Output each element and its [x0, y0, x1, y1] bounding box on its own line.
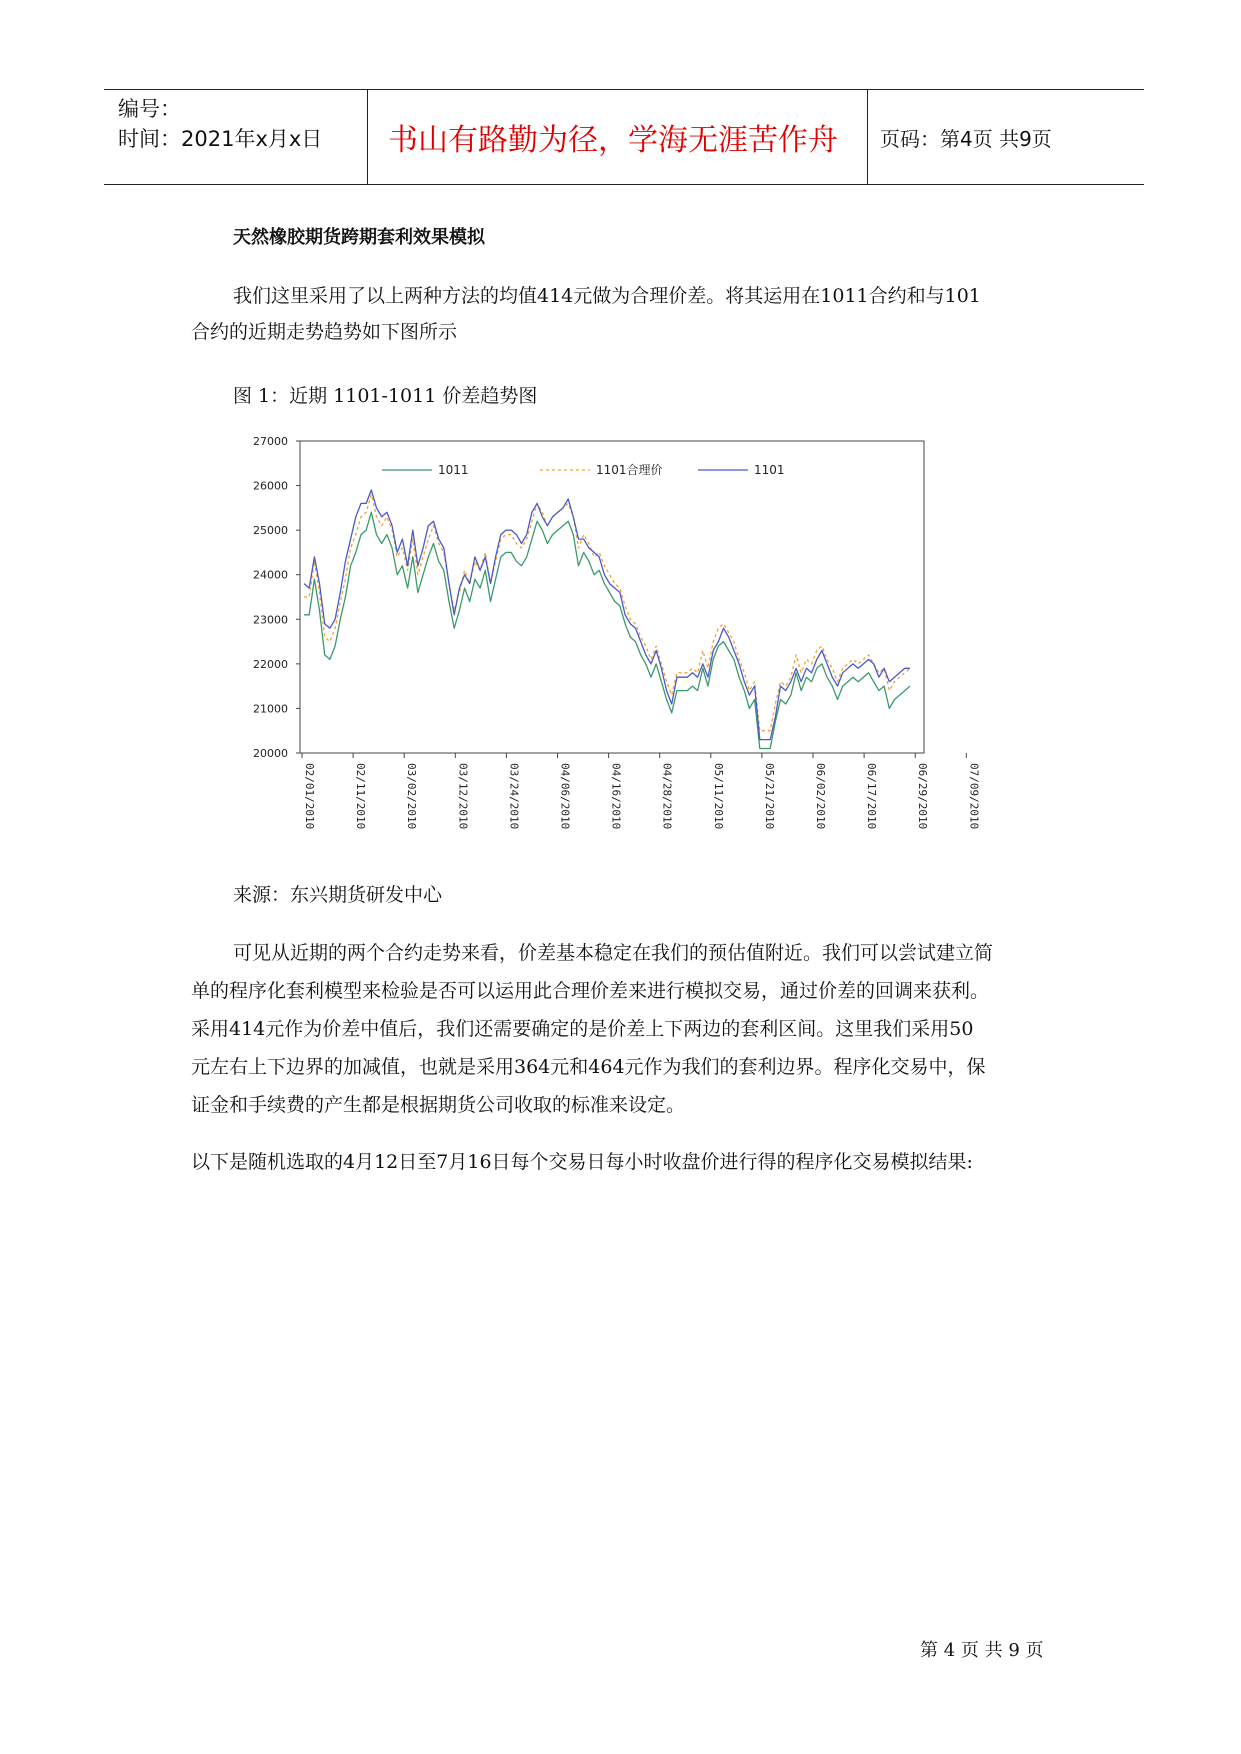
- x-tick-label: 06/29/2010: [916, 763, 930, 830]
- document-header: [104, 89, 1144, 185]
- header-meta: [118, 94, 322, 154]
- header-motto: 书山有路勤为径，学海无涯苦作舟: [388, 123, 838, 158]
- y-tick-label: 25000: [253, 524, 288, 538]
- y-tick-label: 20000: [253, 747, 288, 760]
- legend-label: 1101: [754, 463, 785, 477]
- body-line: 证金和手续费的产生都是根据期货公司收取的标准来设定。: [191, 1094, 686, 1116]
- x-tick-label: 03/02/2010: [405, 763, 419, 830]
- x-tick-label: 05/21/2010: [762, 763, 776, 830]
- chart-source: 来源：东兴期货研发中心: [233, 884, 443, 906]
- legend-label: 1011: [438, 463, 469, 477]
- x-tick-label: 04/06/2010: [558, 763, 572, 830]
- y-tick-label: 26000: [253, 479, 288, 493]
- body-line: 单的程序化套利模型来检验是否可以运用此合理价差来进行模拟交易，通过价差的回调来获利。: [191, 980, 990, 1002]
- x-tick-label: 03/12/2010: [456, 763, 470, 830]
- spread-trend-chart: [234, 428, 1004, 848]
- x-tick-label: 06/17/2010: [865, 763, 879, 830]
- x-tick-label: 03/24/2010: [507, 763, 521, 830]
- figure-caption: 图 1：近期 1101-1011 价差趋势图: [233, 385, 538, 407]
- closing-line: 以下是随机选取的4月12日至7月16日每个交易日每小时收盘价进行得的程序化交易模拟结果:: [191, 1151, 973, 1173]
- body-line: 可见从近期的两个合约走势来看，价差基本稳定在我们的预估值附近。我们可以尝试建立简: [233, 942, 994, 964]
- header-page-label: 页码：第4页 共9页: [880, 126, 1052, 151]
- number-label: 编号：: [118, 97, 181, 121]
- y-tick-label: 21000: [253, 702, 288, 716]
- x-axis: [302, 753, 980, 829]
- x-tick-label: 04/16/2010: [609, 763, 623, 830]
- legend-label: 1101合理价: [596, 463, 663, 477]
- time-label: 时间：2021年x月x日: [118, 127, 323, 151]
- y-tick-label: 23000: [253, 613, 288, 627]
- page-footer: 第 4 页 共 9 页: [920, 1640, 1044, 1661]
- y-tick-label: 22000: [253, 657, 288, 671]
- intro-line: 我们这里采用了以上两种方法的均值414元做为合理价差。将其运用在1011合约和与101: [233, 285, 981, 307]
- y-tick-label: 24000: [253, 568, 288, 582]
- x-tick-label: 04/28/2010: [660, 763, 674, 830]
- y-tick-label: 27000: [253, 435, 288, 448]
- section-title: 天然橡胶期货跨期套利效果模拟: [233, 227, 485, 248]
- x-tick-label: 07/09/2010: [967, 763, 981, 830]
- intro-line: 合约的近期走势趋势如下图所示: [191, 321, 458, 343]
- body-line: 采用414元作为价差中值后，我们还需要确定的是价差上下两边的套利区间。这里我们采用50: [191, 1018, 974, 1040]
- body-line: 元左右上下边界的加减值，也就是采用364元和464元作为我们的套利边界。程序化交易中，保: [191, 1056, 986, 1078]
- x-tick-label: 06/02/2010: [814, 763, 827, 830]
- x-tick-label: 02/01/2010: [303, 763, 316, 830]
- x-tick-label: 02/11/2010: [354, 763, 368, 830]
- x-tick-label: 05/11/2010: [711, 763, 725, 830]
- y-axis: [253, 435, 300, 760]
